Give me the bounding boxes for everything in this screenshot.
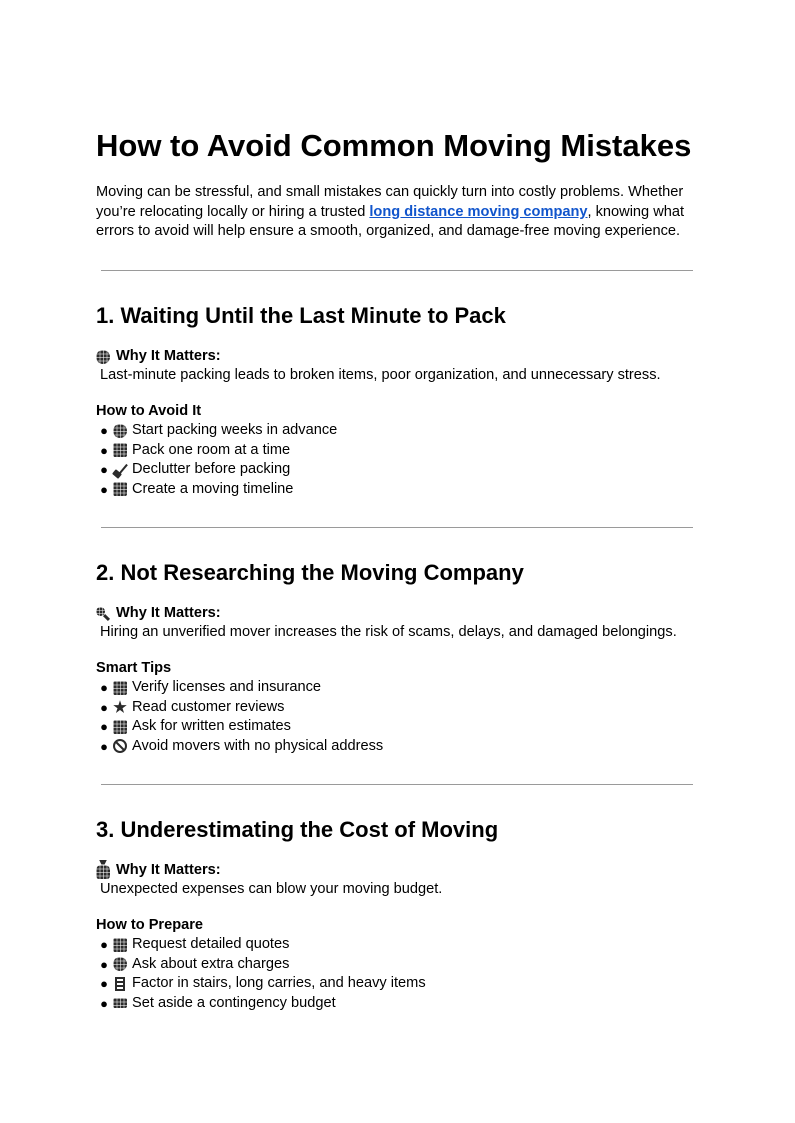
section-1 bbox=[96, 302, 696, 497]
broom-icon bbox=[113, 463, 127, 477]
list-item: ● Set aside a contingency budget bbox=[100, 994, 336, 1011]
intro-text-before: Moving can be stressful, and small mistakes can quickly turn into costly problems. Whether you’re relocating locally or hiring a trusted bbox=[96, 184, 684, 220]
list-item: ● Declutter before packing bbox=[100, 461, 291, 477]
tip-list bbox=[96, 421, 337, 499]
cash-icon bbox=[113, 998, 127, 1008]
subheading: Smart Tips bbox=[96, 660, 172, 676]
section-3 bbox=[96, 816, 696, 1011]
list-item: ● Verify licenses and insurance bbox=[100, 679, 322, 695]
scroll-icon bbox=[113, 681, 127, 695]
calendar-icon bbox=[113, 482, 127, 496]
intro-paragraph bbox=[96, 183, 696, 242]
magnifying-glass-icon bbox=[96, 607, 110, 621]
section-heading: 3. Underestimating the Cost of Moving bbox=[96, 817, 499, 842]
why-it-matters-label: Why It Matters: bbox=[96, 861, 221, 880]
why-it-matters-label: Why It Matters: bbox=[96, 604, 221, 623]
money-bag-icon bbox=[96, 865, 110, 879]
intro-text-after: , knowing what errors to avoid will help ensure a smooth, organized, and damage-free moving experience. bbox=[96, 203, 685, 240]
subheading: How to Prepare bbox=[96, 917, 204, 933]
door-icon bbox=[113, 443, 127, 457]
tip-list bbox=[96, 935, 426, 1013]
section-heading: 1. Waiting Until the Last Minute to Pack bbox=[96, 303, 506, 328]
list-item: ● Pack one room at a time bbox=[100, 441, 291, 458]
no-entry-icon bbox=[113, 739, 127, 753]
star-icon bbox=[113, 700, 127, 714]
alarm-clock-icon bbox=[96, 350, 110, 364]
question-icon bbox=[113, 957, 127, 971]
list-item: ● Factor in stairs, long carries, and heavy items bbox=[100, 975, 426, 991]
section-2 bbox=[96, 559, 696, 754]
page-title: How to Avoid Common Moving Mistakes bbox=[96, 128, 692, 163]
why-it-matters-text: Last-minute packing leads to broken items, poor organization, and unnecessary stress. bbox=[100, 367, 661, 383]
why-it-matters-text: Hiring an unverified mover increases the risk of scams, delays, and damaged belongings. bbox=[100, 624, 677, 640]
tip-list bbox=[96, 678, 383, 756]
list-item: ● Read customer reviews bbox=[100, 698, 285, 715]
divider bbox=[101, 527, 693, 528]
receipt-icon bbox=[113, 938, 127, 952]
list-item: ● Start packing weeks in advance bbox=[100, 422, 338, 438]
why-it-matters-label: Why It Matters: bbox=[96, 347, 221, 366]
divider bbox=[101, 784, 693, 785]
list-item: ● Ask for written estimates bbox=[100, 718, 291, 734]
why-it-matters-text: Unexpected expenses can blow your moving budget. bbox=[100, 881, 443, 897]
list-item: ● Ask about extra charges bbox=[100, 955, 290, 972]
subheading: How to Avoid It bbox=[96, 403, 202, 419]
box-icon bbox=[113, 424, 127, 438]
list-item: ● Request detailed quotes bbox=[100, 936, 290, 952]
ladder-icon bbox=[115, 977, 125, 991]
divider bbox=[101, 270, 693, 271]
document-icon bbox=[113, 720, 127, 734]
list-item: ● Avoid movers with no physical address bbox=[100, 737, 384, 754]
long-distance-moving-company-link[interactable]: long distance moving company bbox=[369, 203, 588, 220]
list-item: ● Create a moving timeline bbox=[100, 480, 294, 497]
section-heading: 2. Not Researching the Moving Company bbox=[96, 560, 524, 585]
